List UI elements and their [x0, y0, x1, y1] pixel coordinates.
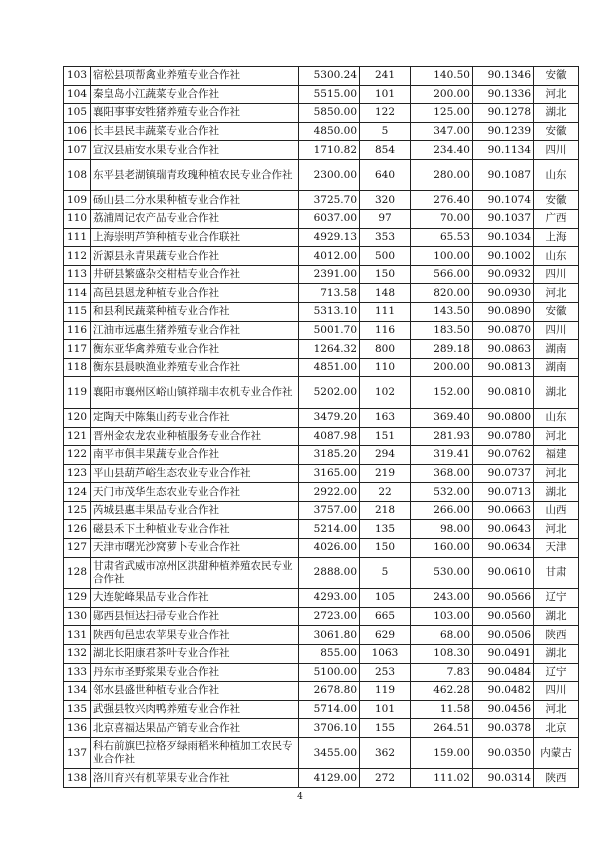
province-cell: 山东: [534, 408, 579, 427]
table-row: [64, 644, 579, 663]
value-a-cell: 1264.32: [299, 340, 360, 359]
value-c-cell: 68.00: [411, 626, 473, 645]
score-cell: 90.0713: [473, 483, 534, 502]
value-a-cell: 855.00: [299, 644, 360, 663]
table-row: [64, 210, 579, 229]
score-cell: 90.0484: [473, 663, 534, 682]
value-a-cell: 3706.10: [299, 719, 360, 738]
value-c-cell: 276.40: [411, 191, 473, 210]
cooperative-name-cell: 北京喜福达果品产销专业合作社: [91, 719, 299, 738]
province-cell: 河北: [534, 520, 579, 539]
table-row: [64, 464, 579, 483]
value-c-cell: 243.00: [411, 589, 473, 608]
value-c-cell: 368.00: [411, 464, 473, 483]
value-c-cell: 347.00: [411, 122, 473, 141]
row-number-cell: 129: [64, 589, 91, 608]
cooperative-name-cell: 江油市远惠生猪养殖专业合作社: [91, 321, 299, 340]
row-number-cell: 135: [64, 700, 91, 719]
cooperative-name-cell: 洛川育兴有机苹果专业合作社: [91, 769, 299, 788]
province-cell: 福建: [534, 446, 579, 465]
value-a-cell: 6037.00: [299, 210, 360, 229]
value-a-cell: 3185.20: [299, 446, 360, 465]
province-cell: 河北: [534, 700, 579, 719]
score-cell: 90.0870: [473, 321, 534, 340]
value-b-cell: 101: [360, 85, 411, 104]
cooperative-name-cell: 衡东亚华禽养殖专业合作社: [91, 340, 299, 359]
value-c-cell: 280.00: [411, 159, 473, 191]
value-c-cell: 566.00: [411, 265, 473, 284]
row-number-cell: 130: [64, 607, 91, 626]
value-b-cell: 362: [360, 737, 411, 769]
value-c-cell: 369.40: [411, 408, 473, 427]
score-cell: 90.1134: [473, 141, 534, 160]
table-row: [64, 557, 579, 589]
row-number-cell: 120: [64, 408, 91, 427]
value-c-cell: 65.53: [411, 228, 473, 247]
value-b-cell: 218: [360, 501, 411, 520]
value-b-cell: 150: [360, 265, 411, 284]
cooperative-name-cell: 定陶天中陈集山药专业合作社: [91, 408, 299, 427]
cooperative-name-cell: 南平市俱丰果蔬专业合作社: [91, 446, 299, 465]
province-cell: 陕西: [534, 769, 579, 788]
value-a-cell: 5214.00: [299, 520, 360, 539]
province-cell: 天津: [534, 539, 579, 558]
province-cell: 湖北: [534, 607, 579, 626]
value-a-cell: 2723.00: [299, 607, 360, 626]
value-b-cell: 353: [360, 228, 411, 247]
score-cell: 90.1074: [473, 191, 534, 210]
score-cell: 90.0560: [473, 607, 534, 626]
cooperative-name-cell: 衡东县晨映渔业养殖专业合作社: [91, 358, 299, 377]
value-c-cell: 200.00: [411, 85, 473, 104]
value-a-cell: 2300.00: [299, 159, 360, 191]
row-number-cell: 115: [64, 303, 91, 322]
row-number-cell: 116: [64, 321, 91, 340]
value-b-cell: 854: [360, 141, 411, 160]
province-cell: 安徽: [534, 122, 579, 141]
province-cell: 陕西: [534, 626, 579, 645]
table-row: [64, 589, 579, 608]
value-a-cell: 4929.13: [299, 228, 360, 247]
value-b-cell: 135: [360, 520, 411, 539]
score-cell: 90.0863: [473, 340, 534, 359]
value-b-cell: 102: [360, 377, 411, 409]
province-cell: 四川: [534, 265, 579, 284]
table-row: [64, 191, 579, 210]
table-row: [64, 122, 579, 141]
value-c-cell: 183.50: [411, 321, 473, 340]
value-c-cell: 530.00: [411, 557, 473, 589]
cooperative-name-cell: 宣汉县庙安水果专业合作社: [91, 141, 299, 160]
value-c-cell: 111.02: [411, 769, 473, 788]
row-number-cell: 123: [64, 464, 91, 483]
value-b-cell: 163: [360, 408, 411, 427]
row-number-cell: 122: [64, 446, 91, 465]
value-c-cell: 281.93: [411, 427, 473, 446]
row-number-cell: 110: [64, 210, 91, 229]
value-a-cell: 5100.00: [299, 663, 360, 682]
row-number-cell: 107: [64, 141, 91, 160]
cooperative-name-cell: 科右前旗巴拉格歹绿雨稻米种植加工农民专业合作社: [91, 737, 299, 769]
value-a-cell: 5850.00: [299, 104, 360, 123]
value-b-cell: 320: [360, 191, 411, 210]
value-b-cell: 294: [360, 446, 411, 465]
province-cell: 湖北: [534, 644, 579, 663]
table-row: [64, 303, 579, 322]
value-b-cell: 111: [360, 303, 411, 322]
score-cell: 90.1002: [473, 247, 534, 266]
score-cell: 90.0890: [473, 303, 534, 322]
row-number-cell: 137: [64, 737, 91, 769]
value-a-cell: 3725.70: [299, 191, 360, 210]
value-b-cell: 122: [360, 104, 411, 123]
value-b-cell: 97: [360, 210, 411, 229]
table-row: [64, 321, 579, 340]
score-cell: 90.0643: [473, 520, 534, 539]
table-row: [64, 141, 579, 160]
value-c-cell: 140.50: [411, 67, 473, 86]
cooperative-name-cell: 襄阳事事安牲猪养殖专业合作社: [91, 104, 299, 123]
row-number-cell: 103: [64, 67, 91, 86]
row-number-cell: 119: [64, 377, 91, 409]
row-number-cell: 121: [64, 427, 91, 446]
row-number-cell: 125: [64, 501, 91, 520]
province-cell: 湖北: [534, 483, 579, 502]
value-c-cell: 98.00: [411, 520, 473, 539]
value-b-cell: 5: [360, 557, 411, 589]
cooperative-name-cell: 秦皇岛小江蔬菜专业合作社: [91, 85, 299, 104]
table-row: [64, 520, 579, 539]
row-number-cell: 131: [64, 626, 91, 645]
value-a-cell: 5313.10: [299, 303, 360, 322]
row-number-cell: 104: [64, 85, 91, 104]
table-row: [64, 284, 579, 303]
row-number-cell: 134: [64, 682, 91, 701]
province-cell: 四川: [534, 321, 579, 340]
province-cell: 四川: [534, 682, 579, 701]
value-b-cell: 110: [360, 358, 411, 377]
score-cell: 90.0634: [473, 539, 534, 558]
province-cell: 山东: [534, 159, 579, 191]
table-row: [64, 769, 579, 788]
row-number-cell: 127: [64, 539, 91, 558]
value-a-cell: 3479.20: [299, 408, 360, 427]
value-a-cell: 2922.00: [299, 483, 360, 502]
score-cell: 90.1034: [473, 228, 534, 247]
row-number-cell: 136: [64, 719, 91, 738]
province-cell: 山西: [534, 501, 579, 520]
score-cell: 90.0930: [473, 284, 534, 303]
table-row: [64, 159, 579, 191]
score-cell: 90.0813: [473, 358, 534, 377]
province-cell: 甘肃: [534, 557, 579, 589]
cooperative-name-cell: 上海崇明芦笋种植专业合作联社: [91, 228, 299, 247]
value-c-cell: 200.00: [411, 358, 473, 377]
province-cell: 河北: [534, 284, 579, 303]
value-b-cell: 500: [360, 247, 411, 266]
value-c-cell: 462.28: [411, 682, 473, 701]
value-a-cell: 5714.00: [299, 700, 360, 719]
table-row: [64, 682, 579, 701]
value-a-cell: 5300.24: [299, 67, 360, 86]
row-number-cell: 114: [64, 284, 91, 303]
value-a-cell: 1710.82: [299, 141, 360, 160]
province-cell: 安徽: [534, 303, 579, 322]
table-row: [64, 501, 579, 520]
province-cell: 湖北: [534, 104, 579, 123]
value-c-cell: 234.40: [411, 141, 473, 160]
row-number-cell: 111: [64, 228, 91, 247]
score-cell: 90.0800: [473, 408, 534, 427]
table-row: [64, 483, 579, 502]
cooperative-name-cell: 平山县葫芦峪生态农业专业合作社: [91, 464, 299, 483]
cooperative-name-cell: 邻水县盛世种植专业合作社: [91, 682, 299, 701]
cooperative-name-cell: 陕西旬邑忠农苹果专业合作社: [91, 626, 299, 645]
value-c-cell: 532.00: [411, 483, 473, 502]
value-c-cell: 289.18: [411, 340, 473, 359]
table-row: [64, 663, 579, 682]
value-c-cell: 7.83: [411, 663, 473, 682]
row-number-cell: 113: [64, 265, 91, 284]
table-row: [64, 247, 579, 266]
row-number-cell: 132: [64, 644, 91, 663]
value-a-cell: 4087.98: [299, 427, 360, 446]
table-body: [64, 67, 579, 788]
score-cell: 90.0762: [473, 446, 534, 465]
value-c-cell: 160.00: [411, 539, 473, 558]
value-b-cell: 1063: [360, 644, 411, 663]
table-row: [64, 700, 579, 719]
value-b-cell: 150: [360, 539, 411, 558]
value-a-cell: 2391.00: [299, 265, 360, 284]
cooperative-name-cell: 磁县禾下土种植业专业合作社: [91, 520, 299, 539]
province-cell: 上海: [534, 228, 579, 247]
row-number-cell: 118: [64, 358, 91, 377]
cooperative-name-cell: 湖北长阳康君茶叶专业合作社: [91, 644, 299, 663]
cooperative-name-cell: 高邑县恩龙种植专业合作社: [91, 284, 299, 303]
table-row: [64, 228, 579, 247]
row-number-cell: 112: [64, 247, 91, 266]
table-row: [64, 104, 579, 123]
table-row: [64, 340, 579, 359]
score-cell: 90.0610: [473, 557, 534, 589]
table-row: [64, 85, 579, 104]
table-row: [64, 446, 579, 465]
province-cell: 安徽: [534, 191, 579, 210]
score-cell: 90.0737: [473, 464, 534, 483]
score-cell: 90.0350: [473, 737, 534, 769]
value-b-cell: 219: [360, 464, 411, 483]
value-c-cell: 143.50: [411, 303, 473, 322]
value-b-cell: 640: [360, 159, 411, 191]
row-number-cell: 105: [64, 104, 91, 123]
score-cell: 90.0506: [473, 626, 534, 645]
score-cell: 90.0932: [473, 265, 534, 284]
score-cell: 90.0456: [473, 700, 534, 719]
table-row: [64, 67, 579, 86]
row-number-cell: 109: [64, 191, 91, 210]
score-cell: 90.1278: [473, 104, 534, 123]
value-c-cell: 264.51: [411, 719, 473, 738]
cooperative-name-cell: 荔浦周记农产品专业合作社: [91, 210, 299, 229]
table-row: [64, 719, 579, 738]
province-cell: 安徽: [534, 67, 579, 86]
row-number-cell: 124: [64, 483, 91, 502]
value-b-cell: 272: [360, 769, 411, 788]
value-b-cell: 800: [360, 340, 411, 359]
value-b-cell: 116: [360, 321, 411, 340]
value-a-cell: 2888.00: [299, 557, 360, 589]
row-number-cell: 117: [64, 340, 91, 359]
value-b-cell: 665: [360, 607, 411, 626]
score-cell: 90.1346: [473, 67, 534, 86]
value-a-cell: 4026.00: [299, 539, 360, 558]
page-number: 4: [297, 792, 303, 802]
value-c-cell: 820.00: [411, 284, 473, 303]
value-c-cell: 266.00: [411, 501, 473, 520]
value-a-cell: 4129.00: [299, 769, 360, 788]
value-a-cell: 713.58: [299, 284, 360, 303]
cooperative-name-cell: 郧西县恒达扫帚专业合作社: [91, 607, 299, 626]
cooperative-name-cell: 长丰县民丰蔬菜专业合作社: [91, 122, 299, 141]
value-c-cell: 108.30: [411, 644, 473, 663]
province-cell: 湖北: [534, 377, 579, 409]
value-a-cell: 3061.80: [299, 626, 360, 645]
value-c-cell: 319.41: [411, 446, 473, 465]
province-cell: 辽宁: [534, 663, 579, 682]
cooperative-name-cell: 天津市曙光沙窝萝卜专业合作社: [91, 539, 299, 558]
row-number-cell: 106: [64, 122, 91, 141]
province-cell: 湖南: [534, 340, 579, 359]
cooperative-name-cell: 宿松县项帮禽业养殖专业合作社: [91, 67, 299, 86]
value-b-cell: 629: [360, 626, 411, 645]
province-cell: 山东: [534, 247, 579, 266]
cooperative-name-cell: 天门市茂华生态农业专业合作社: [91, 483, 299, 502]
value-b-cell: 119: [360, 682, 411, 701]
row-number-cell: 138: [64, 769, 91, 788]
value-a-cell: 4850.00: [299, 122, 360, 141]
row-number-cell: 133: [64, 663, 91, 682]
row-number-cell: 128: [64, 557, 91, 589]
value-a-cell: 4012.00: [299, 247, 360, 266]
value-a-cell: 5515.00: [299, 85, 360, 104]
score-cell: 90.0482: [473, 682, 534, 701]
cooperative-name-cell: 甘肃省武威市凉州区洪甜种植养殖农民专业合作社: [91, 557, 299, 589]
value-b-cell: 241: [360, 67, 411, 86]
value-a-cell: 3757.00: [299, 501, 360, 520]
province-cell: 辽宁: [534, 589, 579, 608]
value-b-cell: 155: [360, 719, 411, 738]
row-number-cell: 126: [64, 520, 91, 539]
value-b-cell: 101: [360, 700, 411, 719]
cooperative-name-cell: 武强县牧兴肉鸭养殖专业合作社: [91, 700, 299, 719]
cooperative-name-cell: 沂源县永青果蔬专业合作社: [91, 247, 299, 266]
cooperative-name-cell: 和县利民蔬菜种植专业合作社: [91, 303, 299, 322]
table-row: [64, 377, 579, 409]
value-c-cell: 100.00: [411, 247, 473, 266]
cooperative-name-cell: 大连鸵峰果品专业合作社: [91, 589, 299, 608]
score-cell: 90.0810: [473, 377, 534, 409]
table-row: [64, 408, 579, 427]
score-cell: 90.1087: [473, 159, 534, 191]
cooperative-name-cell: 芮城县惠丰果品专业合作社: [91, 501, 299, 520]
score-cell: 90.0663: [473, 501, 534, 520]
value-a-cell: 5001.70: [299, 321, 360, 340]
value-a-cell: 4293.00: [299, 589, 360, 608]
table-row: [64, 737, 579, 769]
table-row: [64, 265, 579, 284]
value-a-cell: 2678.80: [299, 682, 360, 701]
province-cell: 河北: [534, 85, 579, 104]
value-b-cell: 5: [360, 122, 411, 141]
value-c-cell: 70.00: [411, 210, 473, 229]
score-cell: 90.1239: [473, 122, 534, 141]
cooperative-name-cell: 东平县老湖镇瑞青玫瑰种植农民专业合作社: [91, 159, 299, 191]
row-number-cell: 108: [64, 159, 91, 191]
province-cell: 广西: [534, 210, 579, 229]
value-c-cell: 125.00: [411, 104, 473, 123]
value-a-cell: 3165.00: [299, 464, 360, 483]
table-row: [64, 358, 579, 377]
value-b-cell: 105: [360, 589, 411, 608]
province-cell: 四川: [534, 141, 579, 160]
score-cell: 90.1037: [473, 210, 534, 229]
score-cell: 90.0491: [473, 644, 534, 663]
province-cell: 湖南: [534, 358, 579, 377]
province-cell: 河北: [534, 427, 579, 446]
value-c-cell: 11.58: [411, 700, 473, 719]
value-b-cell: 22: [360, 483, 411, 502]
table-row: [64, 539, 579, 558]
cooperative-name-cell: 晋州金农龙农业种植服务专业合作社: [91, 427, 299, 446]
table-row: [64, 626, 579, 645]
score-cell: 90.0314: [473, 769, 534, 788]
table-row: [64, 427, 579, 446]
province-cell: 内蒙古: [534, 737, 579, 769]
value-a-cell: 5202.00: [299, 377, 360, 409]
value-b-cell: 151: [360, 427, 411, 446]
value-a-cell: 4851.00: [299, 358, 360, 377]
province-cell: 北京: [534, 719, 579, 738]
score-cell: 90.0378: [473, 719, 534, 738]
score-cell: 90.0566: [473, 589, 534, 608]
value-c-cell: 103.00: [411, 607, 473, 626]
cooperative-name-cell: 襄阳市襄州区峪山镇祥瑞丰农机专业合作社: [91, 377, 299, 409]
value-c-cell: 152.00: [411, 377, 473, 409]
cooperative-name-cell: 井研县繁盛杂交柑桔专业合作社: [91, 265, 299, 284]
table-row: [64, 607, 579, 626]
value-a-cell: 3455.00: [299, 737, 360, 769]
value-b-cell: 148: [360, 284, 411, 303]
value-c-cell: 159.00: [411, 737, 473, 769]
score-cell: 90.0780: [473, 427, 534, 446]
value-b-cell: 253: [360, 663, 411, 682]
cooperative-name-cell: 砀山县二分水果种植专业合作社: [91, 191, 299, 210]
score-cell: 90.1336: [473, 85, 534, 104]
cooperative-ranking-table: [63, 66, 579, 788]
province-cell: 河北: [534, 464, 579, 483]
cooperative-name-cell: 丹东市圣野浆果专业合作社: [91, 663, 299, 682]
